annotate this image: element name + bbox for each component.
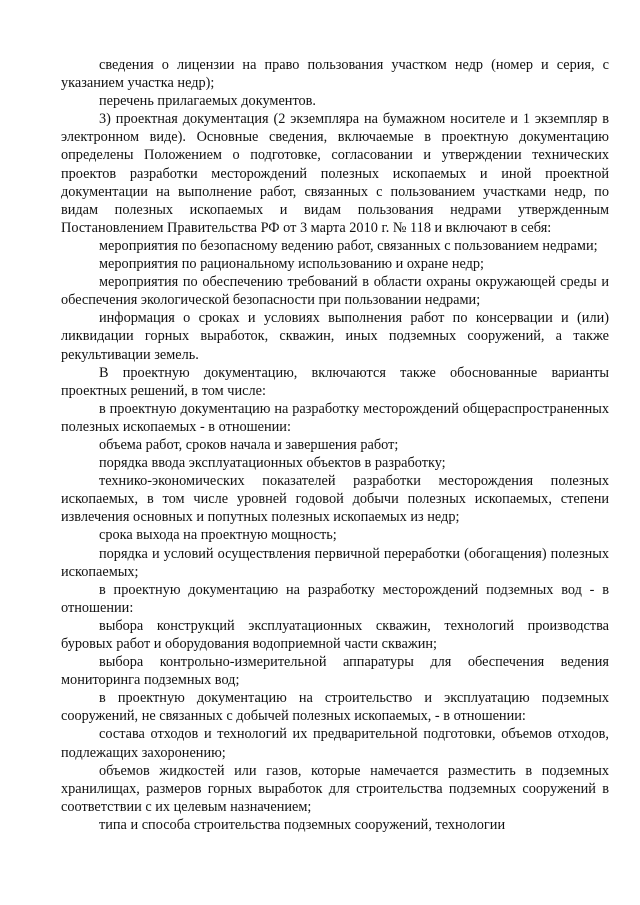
paragraph: технико-экономических показателей разработки месторождения полезных ископаемых, в том числе уровней годовой добычи полезных ископаемых, степени извлечения основных и попутных полезных ископаемых из недр; [61,473,609,526]
paragraph: в проектную документацию на строительство и эксплуатацию подземных сооружений, не связанных с добычей полезных ископаемых, - в отношении: [61,690,609,725]
paragraph: типа и способа строительства подземных сооружений, технологии [99,816,506,833]
paragraph: мероприятия по рациональному использованию и охране недр; [99,256,485,273]
paragraph: 3) проектная документация (2 экземпляра на бумажном носителе и 1 экземпляр в электронном виде). Основные сведения, включаемые в проектную документацию определены Положением о подготовке, согласовании и утверждении технических проектов разработки месторождений полезных ископаемых и иной проектной документации на выполнение работ, связанных с пользованием участками недр, по видам полезных ископаемых и видам пользования недрами утвержденным Постановлением Правительства РФ от 3 марта 2010 г. № 118 и включают в себя: [61,111,609,236]
paragraph: В проектную документацию, включаются также обоснованные варианты проектных решений, в том числе: [61,364,609,399]
paragraph: в проектную документацию на разработку месторождений подземных вод - в отношении: [61,581,609,616]
paragraph: сведения о лицензии на право пользования участком недр (номер и серия, с указанием участка недр); [61,57,609,92]
paragraph: порядка ввода эксплуатационных объектов в разработку; [99,455,446,472]
paragraph: срока выхода на проектную мощность; [99,527,337,544]
paragraph: объема работ, сроков начала и завершения работ; [99,436,399,453]
paragraph: выбора конструкций эксплуатационных скважин, технологий производства буровых работ и оборудования водоприемной части скважин; [61,617,609,652]
paragraph: информация о сроках и условиях выполнения работ по консервации и (или) ликвидации горных выработок, скважин, иных подземных сооружений, а также рекультивации земель. [61,310,609,363]
paragraph: состава отходов и технологий их предварительной подготовки, объемов отходов, подлежащих захоронению; [61,726,609,761]
paragraph: мероприятия по обеспечению требований в области охраны окружающей среды и обеспечения экологической безопасности при пользовании недрами; [61,274,609,309]
paragraph: порядка и условий осуществления первичной переработки (обогащения) полезных ископаемых; [61,545,609,580]
paragraph: перечень прилагаемых документов. [99,93,316,110]
paragraph: выбора контрольно-измерительной аппаратуры для обеспечения ведения мониторинга подземных вод; [61,654,609,689]
paragraph: объемов жидкостей или газов, которые намечается разместить в подземных хранилищах, размеров горных выработок для строительства подземных сооружений в соответствии с их целевым назначением; [61,762,609,815]
paragraph: мероприятия по безопасному ведению работ, связанных с пользованием недрами; [99,237,598,254]
paragraph: в проектную документацию на разработку месторождений общераспространенных полезных ископаемых - в отношении: [61,400,609,435]
document-page [61,56,609,834]
